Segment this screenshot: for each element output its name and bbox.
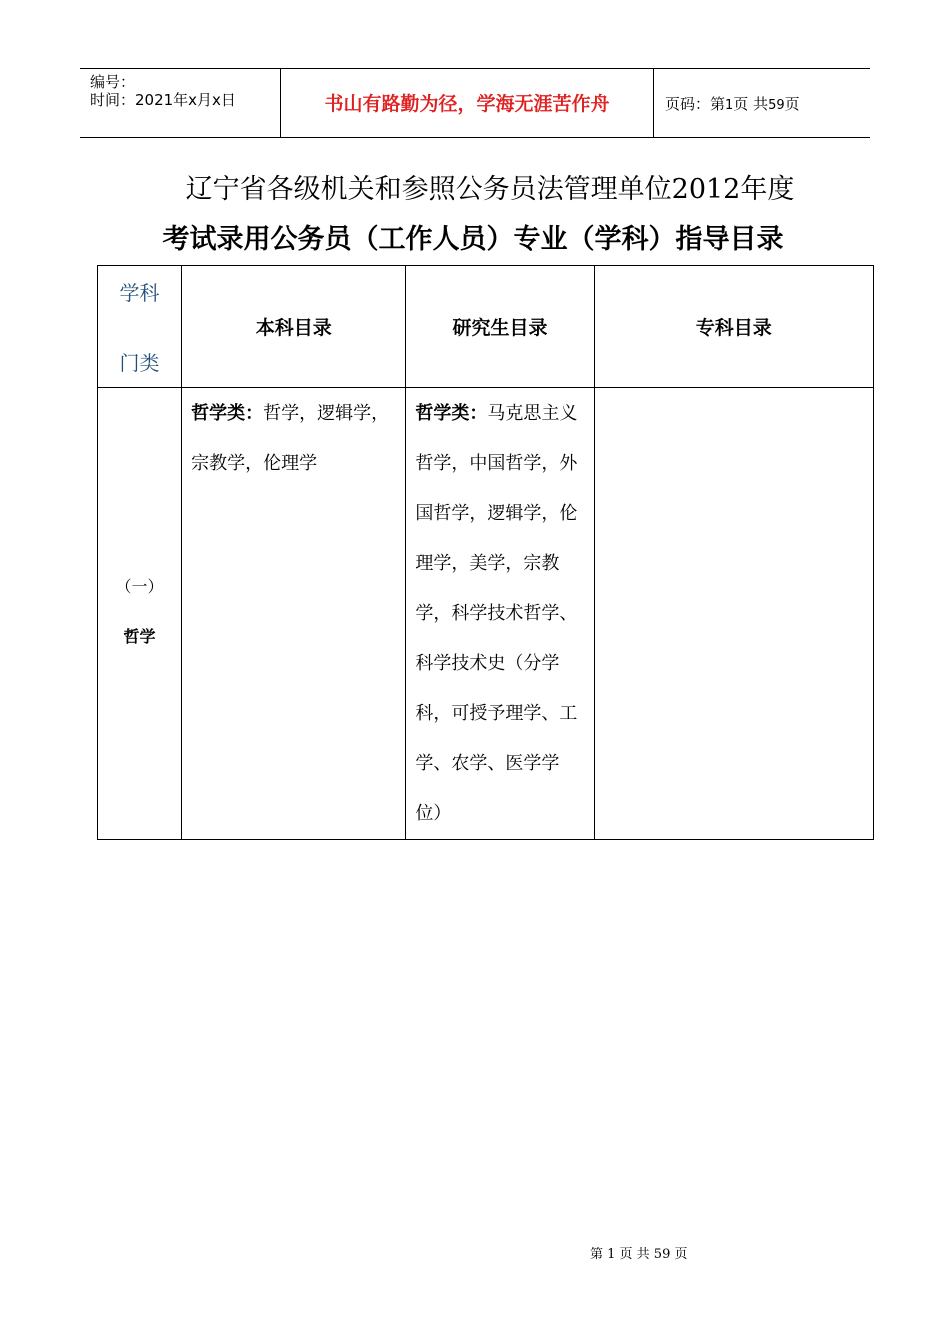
header-motto-cell [281,69,654,137]
category-header-line2: 门类 [119,351,160,375]
undergrad-label: 哲学类： [191,403,264,424]
document-title-line1: 辽宁省各级机关和参照公务员法管理单位2012年度 [185,174,795,205]
header-page-cell [654,69,870,137]
postgrad-label: 哲学类： [415,403,488,424]
category-name: 哲学 [123,627,156,646]
specialist-cell [594,388,873,840]
document-title-line2: 考试录用公务员（工作人员）专业（学科）指导目录 [162,224,784,255]
page-total: 59 [768,98,785,113]
undergrad-header: 本科目录 [182,266,406,388]
table-row [98,388,874,840]
page-footer: 第 1 页 共 59 页 [590,1247,688,1262]
motto-text: 书山有路勤为径，学海无涯苦作舟 [324,93,610,115]
page-indicator [665,94,800,116]
document-header [80,68,870,138]
category-header-line1: 学科 [119,281,160,305]
postgrad-header: 研究生目录 [406,266,594,388]
catalog-table [97,265,874,840]
postgrad-cell [406,388,594,840]
specialist-header: 专科目录 [594,266,873,388]
postgrad-text: 马克思主义哲学，中国哲学，外国哲学，逻辑学，伦理学，美学，宗教学，科学技术哲学、科学技术史（分学科，可授予理学、工学、农学、医学学位） [415,403,578,824]
table-header-row [98,266,874,388]
undergrad-cell [182,388,406,840]
serial-number-label: 编号： [90,73,136,91]
page-middle: 页 共 [733,95,769,113]
category-cell [98,388,182,840]
page-current: 1 [725,98,734,113]
category-header-cell [98,266,182,388]
category-number: （一） [115,577,164,596]
undergrad-text: 哲学，逻辑学，宗教学，伦理学 [191,403,390,474]
page-prefix: 页码：第 [665,95,726,113]
header-meta-cell [80,69,281,137]
date-label: 时间：2021年x月x日 [90,91,236,109]
page-suffix: 页 [784,95,800,113]
